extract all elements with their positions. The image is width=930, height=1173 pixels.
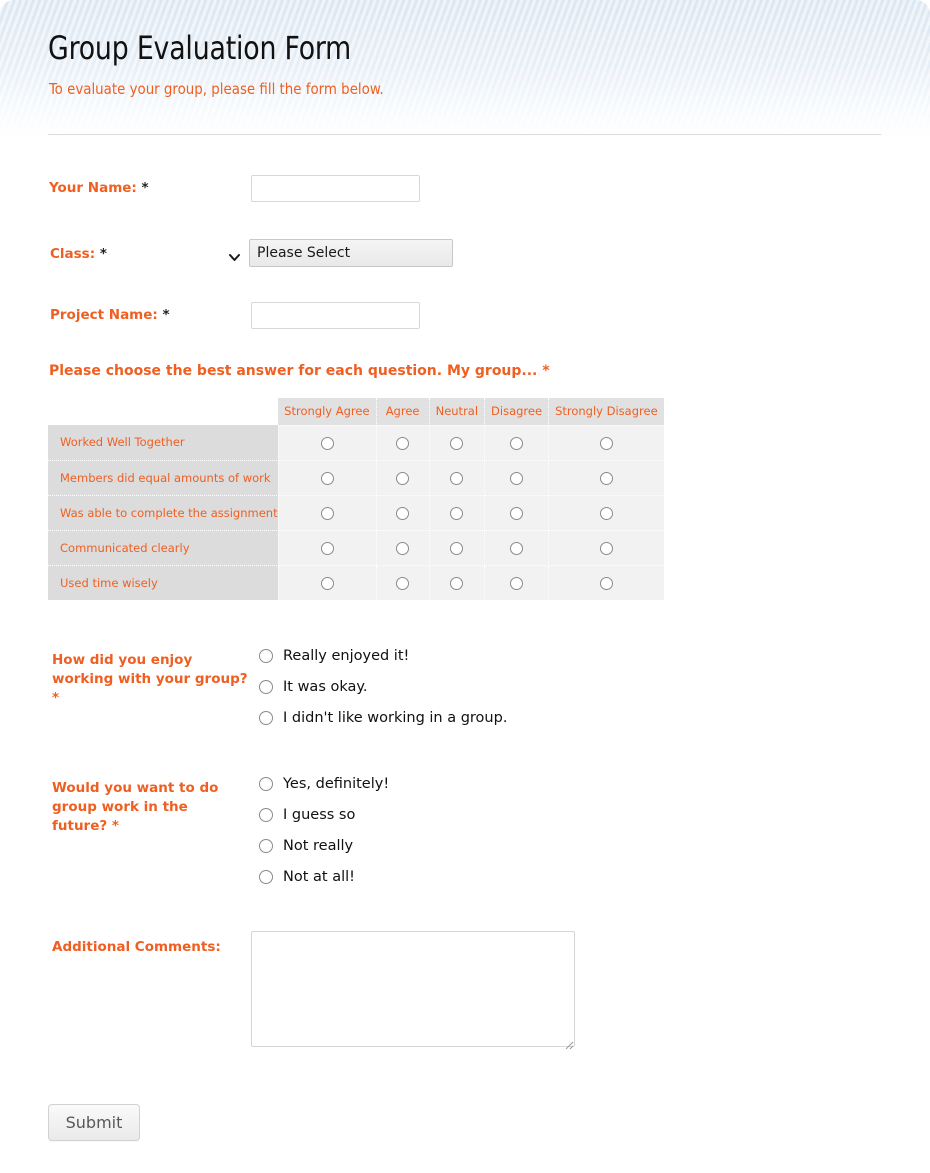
table-row [48, 425, 664, 460]
matrix-cell-1-3[interactable] [485, 460, 549, 495]
project-name-label-text: Project Name: [50, 307, 158, 323]
matrix-cell-4-3[interactable] [485, 565, 549, 600]
matrix-radio-4-0[interactable] [321, 577, 334, 590]
list-item[interactable] [259, 799, 389, 830]
matrix-cell-3-2[interactable] [429, 530, 484, 565]
future-option-label-2: Not really [283, 837, 354, 854]
matrix-required-asterisk: * [542, 363, 550, 379]
class-required-asterisk: * [99, 246, 107, 262]
list-item[interactable] [259, 861, 389, 892]
matrix-cell-2-4[interactable] [549, 495, 664, 530]
list-item[interactable] [259, 702, 507, 733]
matrix-radio-2-4[interactable] [600, 507, 613, 520]
matrix-row-label-4: Used time wisely [48, 565, 278, 600]
matrix-col-strongly-agree: Strongly Agree [278, 398, 376, 425]
future-radio-group [259, 768, 389, 892]
enjoy-question-label-text: How did you enjoy working with your group? [52, 652, 248, 687]
list-item[interactable] [259, 671, 507, 702]
matrix-col-disagree: Disagree [485, 398, 549, 425]
future-radio-0[interactable] [259, 777, 273, 791]
matrix-col-strongly-disagree: Strongly Disagree [549, 398, 664, 425]
list-item[interactable] [259, 768, 389, 799]
project-name-required-asterisk: * [162, 307, 170, 323]
table-row [48, 460, 664, 495]
matrix-radio-4-2[interactable] [450, 577, 463, 590]
matrix-heading-text: Please choose the best answer for each question. My group... [49, 363, 538, 379]
matrix-radio-3-2[interactable] [450, 542, 463, 555]
project-name-label [50, 306, 170, 325]
matrix-head [48, 398, 664, 425]
matrix-cell-2-2[interactable] [429, 495, 484, 530]
matrix-radio-4-4[interactable] [600, 577, 613, 590]
matrix-cell-1-0[interactable] [278, 460, 376, 495]
list-item[interactable] [259, 830, 389, 861]
matrix-radio-1-2[interactable] [450, 472, 463, 485]
form-header [0, 0, 930, 140]
matrix-cell-0-0[interactable] [278, 425, 376, 460]
matrix-cell-2-1[interactable] [376, 495, 429, 530]
page-title: Group Evaluation Form [48, 29, 352, 67]
matrix-radio-0-3[interactable] [510, 437, 523, 450]
matrix-radio-0-1[interactable] [396, 437, 409, 450]
enjoy-option-label-2: I didn't like working in a group. [283, 709, 508, 726]
matrix-cell-1-2[interactable] [429, 460, 484, 495]
matrix-cell-4-2[interactable] [429, 565, 484, 600]
matrix-radio-2-3[interactable] [510, 507, 523, 520]
matrix-cell-1-1[interactable] [376, 460, 429, 495]
matrix-cell-0-1[interactable] [376, 425, 429, 460]
evaluation-matrix-table [48, 398, 664, 600]
matrix-cell-1-4[interactable] [549, 460, 664, 495]
project-name-input[interactable] [251, 302, 420, 329]
future-option-label-3: Not at all! [283, 868, 355, 885]
matrix-row-label-0: Worked Well Together [48, 425, 278, 460]
future-question-required-asterisk: * [111, 818, 119, 834]
table-row [48, 565, 664, 600]
submit-button[interactable]: Submit [48, 1104, 140, 1141]
matrix-cell-0-3[interactable] [485, 425, 549, 460]
matrix-radio-1-4[interactable] [600, 472, 613, 485]
table-row [48, 495, 664, 530]
matrix-row-label-3: Communicated clearly [48, 530, 278, 565]
class-label [50, 245, 107, 264]
matrix-cell-2-3[interactable] [485, 495, 549, 530]
matrix-radio-2-0[interactable] [321, 507, 334, 520]
matrix-body [48, 425, 664, 600]
matrix-header-row [48, 398, 664, 425]
future-question-label [52, 779, 242, 836]
matrix-radio-2-2[interactable] [450, 507, 463, 520]
matrix-radio-3-1[interactable] [396, 542, 409, 555]
matrix-question-heading [49, 363, 550, 379]
enjoy-question-label [52, 651, 248, 708]
enjoy-option-label-1: It was okay. [283, 678, 368, 695]
matrix-radio-2-1[interactable] [396, 507, 409, 520]
matrix-cell-4-4[interactable] [549, 565, 664, 600]
matrix-radio-0-4[interactable] [600, 437, 613, 450]
matrix-cell-2-0[interactable] [278, 495, 376, 530]
your-name-input[interactable] [251, 175, 420, 202]
future-option-label-1: I guess so [283, 806, 356, 823]
matrix-radio-1-1[interactable] [396, 472, 409, 485]
matrix-cell-3-4[interactable] [549, 530, 664, 565]
matrix-radio-3-4[interactable] [600, 542, 613, 555]
matrix-col-neutral: Neutral [429, 398, 484, 425]
matrix-radio-0-0[interactable] [321, 437, 334, 450]
future-option-label-0: Yes, definitely! [283, 775, 390, 792]
matrix-radio-3-0[interactable] [321, 542, 334, 555]
matrix-radio-4-1[interactable] [396, 577, 409, 590]
matrix-cell-4-1[interactable] [376, 565, 429, 600]
future-radio-2[interactable] [259, 839, 273, 853]
matrix-corner-cell [48, 398, 278, 425]
page-subtitle: To evaluate your group, please fill the form below. [49, 80, 384, 98]
your-name-label-text: Your Name: [49, 180, 137, 196]
class-label-text: Class: [50, 246, 96, 262]
additional-comments-textarea[interactable] [251, 931, 575, 1047]
matrix-radio-1-3[interactable] [510, 472, 523, 485]
matrix-cell-3-0[interactable] [278, 530, 376, 565]
additional-comments-label: Additional Comments: [52, 939, 221, 955]
enjoy-option-label-0: Really enjoyed it! [283, 647, 410, 664]
class-select[interactable] [249, 239, 453, 267]
your-name-required-asterisk: * [141, 180, 149, 196]
enjoy-radio-1[interactable] [259, 680, 273, 694]
matrix-cell-0-2[interactable] [429, 425, 484, 460]
matrix-cell-4-0[interactable] [278, 565, 376, 600]
your-name-label [49, 179, 149, 198]
matrix-radio-3-3[interactable] [510, 542, 523, 555]
matrix-cell-3-1[interactable] [376, 530, 429, 565]
matrix-cell-0-4[interactable] [549, 425, 664, 460]
matrix-col-agree: Agree [376, 398, 429, 425]
list-item[interactable] [259, 640, 507, 671]
matrix-row-label-1: Members did equal amounts of work [48, 460, 278, 495]
enjoy-radio-2[interactable] [259, 711, 273, 725]
enjoy-radio-group [259, 640, 507, 733]
matrix-row-label-2: Was able to complete the assignment [48, 495, 278, 530]
enjoy-question-required-asterisk: * [52, 690, 60, 706]
chevron-down-icon [229, 248, 240, 259]
matrix-cell-3-3[interactable] [485, 530, 549, 565]
matrix-radio-4-3[interactable] [510, 577, 523, 590]
matrix-radio-0-2[interactable] [450, 437, 463, 450]
matrix-radio-1-0[interactable] [321, 472, 334, 485]
future-radio-3[interactable] [259, 870, 273, 884]
table-row [48, 530, 664, 565]
future-radio-1[interactable] [259, 808, 273, 822]
header-divider [48, 134, 881, 135]
enjoy-radio-0[interactable] [259, 649, 273, 663]
future-question-label-text: Would you want to do group work in the future? [52, 780, 219, 834]
